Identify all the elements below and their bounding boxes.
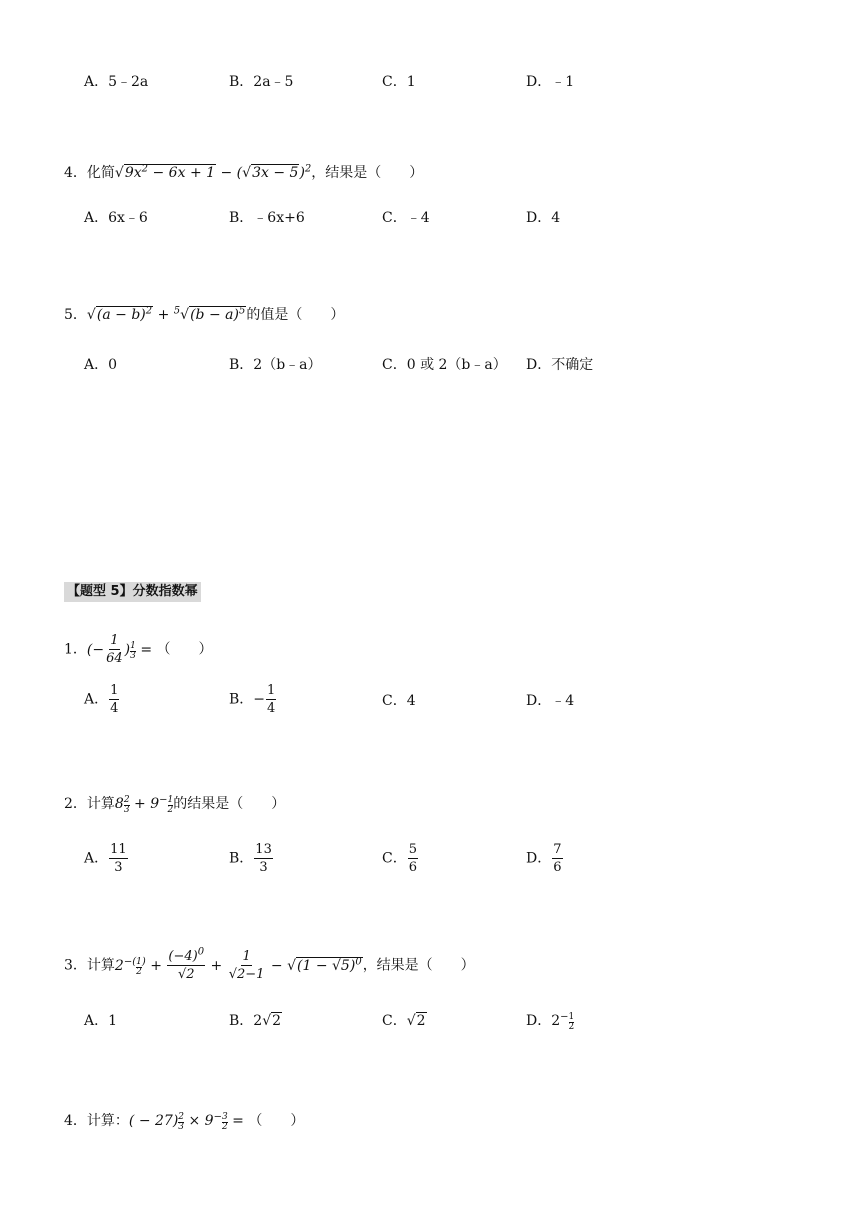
question-number: 4． (64, 165, 87, 181)
question-formula: $√9x^2 - 6x + 1 - (√3x - 5)^2$ (114, 163, 312, 181)
question-suffix: ，结果是（ ） (311, 165, 424, 181)
question-suffix: ，结果是（ ） (362, 957, 475, 974)
fraction-denominator: 3 (259, 860, 268, 875)
q4-option-b: B．﹣6x+6 (229, 210, 305, 226)
q4-option-a: A．6x﹣6 (84, 210, 148, 226)
fraction-denominator: 6 (408, 860, 417, 875)
question-formula: (− $\frac{1}{64}$ ) $\frac{1}{3}$ = (86, 633, 157, 666)
fraction-denominator: 4 (267, 701, 276, 716)
option-label: A． (84, 850, 109, 867)
fraction-numerator: 7 (553, 842, 562, 857)
question-number: 3． (64, 957, 87, 974)
s2-option-b (229, 843, 274, 874)
section-question-2 (64, 794, 285, 815)
option-label: D． (526, 1013, 552, 1029)
question-number: 4． (64, 1113, 87, 1129)
question-formula: 2−( $\frac{1}{2}$ ) + $\frac{(-4)^0}{√2}$ + $\frac{1}{√2-1}$ − $√(1 - √5)^0$ (114, 946, 362, 982)
fraction-denominator: 6 (553, 860, 562, 875)
s1-option-a (84, 684, 120, 715)
option-label: C． (382, 1013, 407, 1029)
s1-option-b: B．− $\frac{1}{4}$ (229, 683, 276, 716)
question-prefix: 计算 (86, 957, 115, 974)
s2-option-a (84, 843, 129, 874)
section-title: 【题型 5】分数指数幂 (64, 582, 201, 602)
s3-option-d: D．2− $\frac{1}{2}$ (526, 1011, 575, 1033)
option-label: B． (229, 691, 254, 708)
fraction-denominator: 3 (114, 860, 123, 875)
q5-option-c: C．0 或 2（b﹣a） (382, 357, 507, 373)
question-suffix: （ ） (156, 641, 213, 658)
question-prefix: 化简 (86, 165, 115, 181)
question-prefix: 计算 (86, 796, 115, 812)
fraction-denominator: 4 (110, 701, 119, 716)
section-question-1 (64, 634, 213, 665)
s2-option-d (526, 843, 564, 874)
option-a: A．5﹣2a (84, 74, 149, 90)
fraction-numerator: 5 (408, 842, 417, 857)
fraction-numerator: 1 (110, 683, 119, 698)
question-formula: ( − 27) $\frac{2}{3}$ × 9− $\frac{3}{2}$ = (128, 1111, 249, 1133)
section-question-4 (64, 1111, 304, 1132)
question-prefix: 计算： (86, 1113, 129, 1129)
fraction-numerator: 1 (267, 683, 276, 698)
option-c: C．1 (382, 74, 416, 90)
q4-option-c: C．﹣4 (382, 210, 430, 226)
question-number: 2． (64, 796, 87, 812)
q5-option-d: D．不确定 (526, 357, 594, 373)
s3-option-b: B．2√2 (229, 1013, 282, 1029)
question-formula: $√(a - b)^2 + ^5√(b - a)^5$ (86, 305, 246, 323)
question-suffix: 的结果是（ ） (173, 796, 286, 812)
fraction-numerator: 13 (255, 842, 272, 857)
question-formula: 8 $\frac{2}{3}$ + 9− $\frac{1}{2}$ (114, 794, 174, 816)
s1-option-d: D．﹣4 (526, 693, 575, 709)
option-label: B． (229, 850, 254, 867)
question-number: 1． (64, 641, 87, 658)
option-d: D．﹣1 (526, 74, 575, 90)
s2-option-c (382, 843, 419, 874)
option-b: B．2a﹣5 (229, 74, 294, 90)
q5-option-a: A．0 (84, 357, 118, 373)
q4-option-d: D．4 (526, 210, 561, 226)
fraction-numerator: 11 (110, 842, 127, 857)
s3-option-a: A．1 (84, 1013, 118, 1029)
question-suffix: 的值是（ ） (246, 307, 345, 323)
question-number: 5． (64, 307, 87, 323)
q5-option-b: B．2（b﹣a） (229, 357, 322, 373)
option-label: D． (526, 850, 552, 867)
question-4 (64, 163, 423, 183)
question-suffix: （ ） (248, 1113, 305, 1129)
question-5 (64, 305, 344, 325)
s3-option-c: C．√2 (382, 1013, 426, 1029)
option-label: C． (382, 850, 407, 867)
s1-option-c: C．4 (382, 693, 416, 709)
section-question-3 (64, 946, 475, 982)
option-label: B． (229, 1013, 254, 1029)
option-label: A． (84, 691, 109, 708)
